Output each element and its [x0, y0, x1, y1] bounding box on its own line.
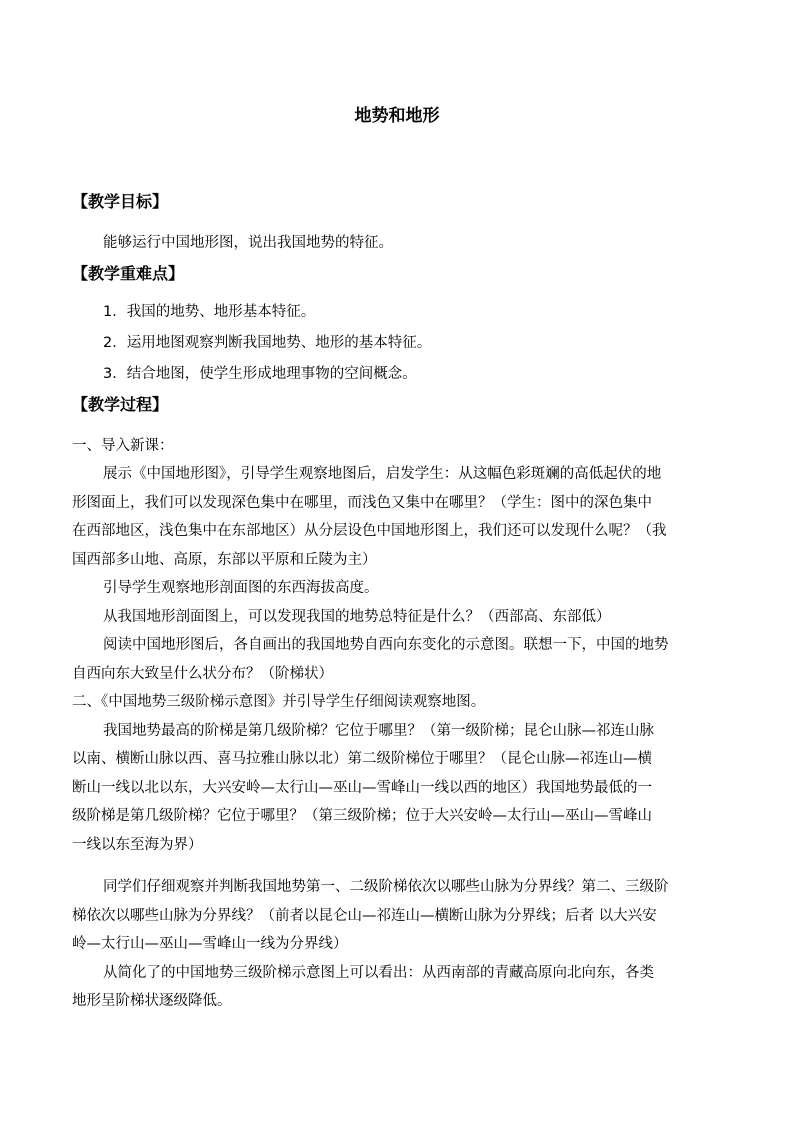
process-line: 同学们仔细观察并判断我国地势第一、二级阶梯依次以哪些山脉为分界线？第二、三级阶	[103, 879, 669, 895]
process-line: 在西部地区，浅色集中在东部地区）从分层设色中国地形图上，我们还可以发现什么呢？（我	[72, 523, 667, 539]
section-heading-objectives: 【教学目标】	[72, 192, 169, 211]
key-point-item: 3．结合地图，使学生形成地理事物的空间概念。	[103, 366, 417, 382]
process-line: 引导学生观察地形剖面图的东西海拔高度。	[103, 580, 379, 596]
section-heading-key-points: 【教学重难点】	[72, 264, 185, 283]
process-line: 地形呈阶梯状逐级降低。	[72, 993, 232, 1009]
key-point-item: 2．运用地图观察判断我国地势、地形的基本特征。	[103, 335, 432, 351]
process-line: 形图面上，我们可以发现深色集中在哪里，而浅色又集中在哪里？（学生：图中的深色集中	[72, 495, 652, 511]
process-line: 国西部多山地、高原，东部以平原和丘陵为主）	[72, 552, 377, 568]
process-line: 展示《中国地形图》，引导学生观察地图后，启发学生：从这幅色彩斑斓的高低起伏的地	[103, 466, 662, 482]
process-line: 二、《中国地势三级阶梯示意图》并引导学生仔细阅读观察地图。	[72, 694, 486, 710]
process-line: 从简化了的中国地势三级阶梯示意图上可以看出：从西南部的青藏高原向北向东，各类	[103, 965, 654, 981]
process-line: 断山一线以北以东，大兴安岭—太行山—巫山—雪峰山一线以西的地区）我国地势最低的一	[72, 780, 652, 796]
document-title: 地势和地形	[354, 106, 440, 126]
process-line: 级阶梯是第几级阶梯？它位于哪里？（第三级阶梯；位于大兴安岭—太行山—巫山—雪峰山	[72, 808, 652, 824]
process-line: 从我国地形剖面图上，可以发现我国的地势总特征是什么？（西部高、东部低）	[103, 609, 611, 625]
section-heading-process: 【教学过程】	[72, 395, 169, 414]
process-line: 一、导入新课：	[72, 438, 174, 454]
process-line: 一线以东至海为界）	[72, 837, 203, 853]
process-line: 以南、横断山脉以西、喜马拉雅山脉以北）第二级阶梯位于哪里？（昆仑山脉—祁连山—横	[72, 751, 652, 767]
process-line: 梯依次以哪些山脉为分界线？（前者以昆仑山—祁连山—横断山脉为分界线；后者 以大兴安	[72, 908, 657, 924]
process-line: 岭—太行山—巫山—雪峰山一线为分界线）	[72, 936, 348, 952]
process-line: 自西向东大致呈什么状分布？（阶梯状）	[72, 666, 333, 682]
process-line: 我国地势最高的阶梯是第几级阶梯？它位于哪里？（第一级阶梯；昆仑山脉—祁连山脉	[103, 723, 654, 739]
objectives-text: 能够运行中国地形图，说出我国地势的特征。	[103, 235, 393, 251]
process-line: 阅读中国地形图后，各自画出的我国地势自西向东变化的示意图。联想一下，中国的地势	[103, 637, 669, 653]
key-point-item: 1．我国的地势、地形基本特征。	[103, 304, 316, 320]
